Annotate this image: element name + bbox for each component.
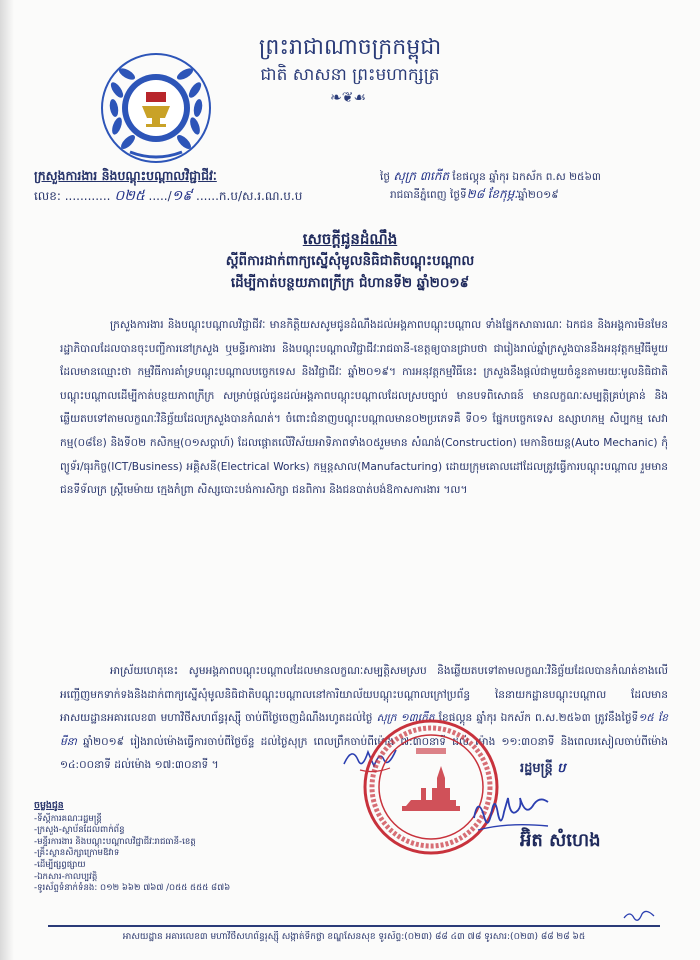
ministry-emblem-icon (100, 52, 212, 164)
cc-item: -ទីស្តីការគណៈរដ្ឋមន្ត្រី (34, 813, 102, 824)
lunar-date-day: សុក្រ ៣កើត (393, 169, 450, 183)
lunar-date (380, 168, 601, 186)
lunar-date-prefix: ថ្ងៃ (380, 171, 390, 183)
notice-title-line3: ដើម្បីកាត់បន្ថយភាពក្រីក្រ ជំហានទី២ ឆ្នាំ២០១៩ (230, 275, 470, 291)
notice-title (100, 228, 600, 294)
page-edge-shadow (0, 0, 14, 960)
footer-address: អាសយដ្ឋាន អគារលេខ៣ មហាវិថីសហព័ន្ធរុស្ស៊ី សង្កាត់ទឹកថ្លា ខណ្ឌសែនសុខ ទូរស័ព្ទ:(០២៣) ៨៨ ៤៣ ៧៨ ទូរសារ:(០២៣) ៨៨ ២៨ ៦៥ (122, 932, 586, 942)
ref-number: ០២៥ (114, 188, 145, 204)
body-paragraph-2-part-b: ខែផល្គុន ឆ្នាំកុរ ឯកស័ក ព.ស.២៥៦៣ ត្រូវនឹងថ្ងៃទី (438, 712, 639, 725)
carbon-copy-list (34, 800, 230, 895)
cc-item: -គ្រឹះស្ថានសិក្សាក្រោមឱវាទ (34, 848, 120, 859)
cc-item: -មន្ទីរការងារ និងបណ្តុះបណ្តាលវិជ្ជាជីវៈរាជធានី-ខេត្ត (34, 836, 196, 847)
for-minister-text: រដ្ឋមន្ត្រី (520, 761, 553, 776)
for-minister-mark: ប (557, 761, 566, 776)
deadline-month: ខែមីនា (60, 712, 669, 748)
ref-code: ក.ប/ស.រ.ណ.ប.ប (218, 189, 303, 203)
notice-title-line1: សេចក្តីជូនដំណឹង (302, 230, 398, 248)
body-paragraph-2-part-a: អាស្រ័យហេតុនេះ សូមអង្គភាពបណ្តុះបណ្តាលដែលមានលក្ខណៈសម្បត្តិសមស្រប និងឆ្លើយតបទៅតាមលក្ខណៈវិនិច្ឆ័យដែលបានកំណត់ខាងលើ អញ្ជើញមកទាក់ទងនិងដាក់ពាក្យស្នើសុំមូលនិធិជាតិបណ្តុះបណ្តាលនៅការិយាល័យបណ្តុះបណ្តាលក្រៅប្រព័ន្ធ នៃនាយកដ្ឋានបណ្តុះបណ្តាល ដែលមានអាសយដ្ឋានអគារលេខ៣ មហាវិថីសហព័ន្ធរុស្ស៊ី ចាប់ពីថ្ងៃចេញដំណឹងរហូតដល់ថ្ងៃ (60, 665, 668, 725)
solar-date-day: ២៨ (466, 187, 485, 201)
ref-label: លេខ (34, 189, 57, 203)
ref-suffix: ១៩ (171, 188, 193, 204)
solar-date-prefix: រាជធានីភ្នំពេញ ថ្ងៃទី (390, 189, 467, 201)
footer-divider (48, 925, 660, 927)
ministry-name: ក្រសួងការងារ និងបណ្តុះបណ្តាលវិជ្ជាជីវៈ (34, 168, 217, 183)
cc-item: -ក្រសួង-ស្ថាប័នដែលពាក់ព័ន្ធ (34, 825, 125, 836)
deadline-lunar-day: សុក្រ ១៣កើត (376, 712, 435, 725)
cc-title: ចម្លងជូន (34, 800, 64, 811)
notice-title-line2: ស្តីពីការដាក់ពាក្យស្នើសុំមូលនិធិជាតិបណ្តុះបណ្តាល (225, 253, 475, 269)
footer-handwritten-mark-icon (622, 908, 656, 922)
cc-item: -ឯកសារ-កាលប្បវត្តិ (34, 871, 98, 882)
solar-date (390, 186, 559, 204)
lunar-date-rest: ខែផល្គុន ឆ្នាំកុរ ឯកស័ក ព.ស ២៥៦៣ (452, 171, 601, 183)
cc-item: -ទូរស័ព្ទទំនាក់ទំនង: ០១២ ៦៦២ ៧៦៧ /០៥៥ ៥៥៥ ៨៧៦ (34, 883, 231, 894)
national-motto: ជាតិ សាសនា ព្រះមហាក្សត្រ (260, 65, 440, 85)
for-minister-label (520, 760, 566, 779)
signer-name: អ៊ិត សំហេង (520, 830, 601, 851)
kingdom-heading: ព្រះរាជាណាចក្រកម្ពុជា (258, 35, 442, 60)
reference-line: លេខ: ............ ០២៥ ...../១៩ ......ក.ប/ស.រ.ណ.ប.ប (34, 188, 303, 204)
solar-date-year: ឆ្នាំ២០១៩ (517, 189, 559, 201)
deadline-day: ១៥ (638, 712, 654, 725)
cc-item: -ដើម្បីផ្សព្វផ្សាយ (34, 859, 86, 870)
body-paragraph-2-part-c: ឆ្នាំ២០១៩ រៀងរាល់ម៉ោងធ្វើការចាប់ពីថ្ងៃច័ន្ទ ដល់ថ្ងៃសុក្រ ពេលព្រឹកចាប់ពីម៉ោង ៧:៣០នាទី ដល់ ម៉ោង ១១:៣០នាទី និងពេលរសៀលចាប់ពីម៉ោង ១៤:០០នាទី ដល់ម៉ោង ១៧:៣០នាទី ។ (60, 735, 668, 772)
solar-date-month: ខែកុម្ភៈ (487, 187, 518, 201)
body-paragraph-1: ក្រសួងការងារ និងបណ្តុះបណ្តាលវិជ្ជាជីវៈ មានកិត្តិយសសូមជូនដំណឹងដល់អង្គភាពបណ្តុះបណ្តាល ទាំងផ្នែកសាធារណៈ ឯកជន និងអង្គការមិនមែនរដ្ឋាភិបាលដែលបានចុះបញ្ជីការនៅក្រសួង ឬមន្ទីរការងារ និងបណ្តុះបណ្តាលវិជ្ជាជីវៈរាជធានី-ខេត្តឲ្យបានជ្រាបថា ជារៀងរាល់ឆ្នាំក្រសួងបាននឹងអនុវត្តកម្មវិធីមួយដែលមានឈ្មោះថា កម្មវិធីការគាំទ្របណ្តុះបណ្តាលបច្ចេកទេស និងវិជ្ជាជីវៈ ឆ្នាំ២០១៩។ ការអនុវត្តកម្មវិធីនេះ ក្រសួងនឹងផ្តល់ជាមួយចំនួនតាមរយៈមូលនិធិជាតិបណ្តុះបណ្តាលដើម្បីកាត់បន្ថយភាពក្រីក្រ សម្រាប់ផ្តល់ជូនដល់អង្គភាពបណ្តុះបណ្តាលដែលស្របច្បាប់ មានបទពិសោធន៍ មានលក្ខណៈសម្បត្តិគ្រប់គ្រាន់ និងឆ្លើយតបទៅតាមលក្ខណៈវិនិច្ឆ័យដែលក្រសួងបានកំណត់។ ចំពោះជំនាញបណ្តុះបណ្តាលមាន០២ប្រភេទគឺ ទី០១ ផ្នែកបច្ចេកទេស ឧស្សាហកម្ម សិប្បកម្ម សេវាកម្ម(០៨ខែ) និងទី០២ កសិកម្ម(០១សប្តាហ៍) ដែលផ្តោតលើវិស័យអាទិភាពទាំង០៥រួមមាន សំណង់(Construction) មេកានិចយន្ត(Auto Mechanic) កុំព្យូទ័រ/ធុរកិច្ច(ICT/Business) អគ្គិសនី(Electrical Works) កម្មន្តសាល(Manufacturing) ដោយក្រុមគោលដៅដែលត្រូវធ្វើការបណ្តុះបណ្តាល រួមមាន ជនទីទ័លក្រ ស្ត្រីមេម៉ាយ ក្មេងកំព្រា សិស្សបោះបង់ការសិក្សា ជនពិការ និងជនបាត់បង់ឱកាសការងារ ។ល។ (60, 319, 668, 497)
ornament-divider: ❧❦☙ (330, 90, 367, 106)
